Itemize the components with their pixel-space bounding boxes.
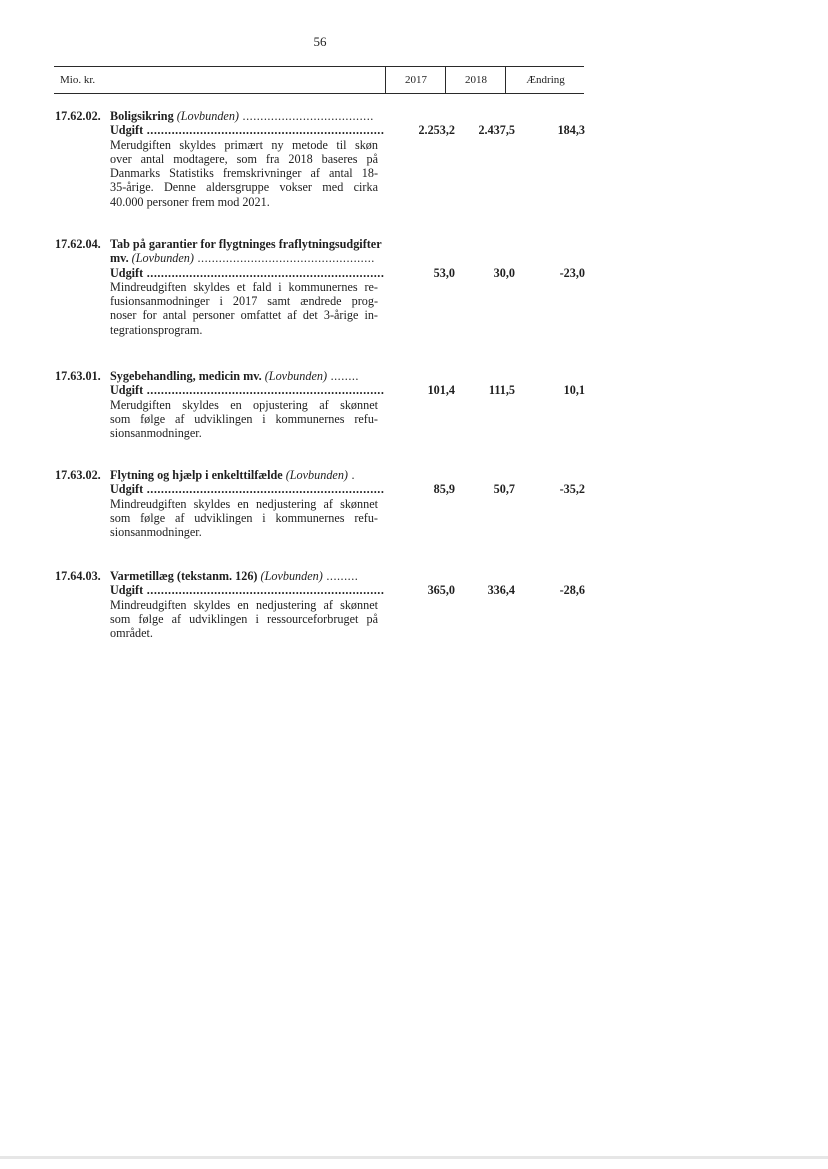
lovbunden-label: (Lovbunden): [264, 369, 328, 383]
description-line: fusionsanmodninger i 2017 samt ændrede prog-: [110, 294, 378, 309]
entry-description: [110, 398, 378, 441]
description-line: over antal modtagere, som fra 2018 baseres på: [110, 151, 378, 166]
lovbunden-label: (Lovbunden): [176, 109, 239, 123]
description-line: Merudgiften skyldes primært ny metode til skøn: [110, 137, 378, 152]
value-2018: 30,0: [493, 265, 515, 280]
udgift-label: Udgift: [110, 123, 144, 138]
scan-edge: [0, 1156, 828, 1159]
udgift-line: [55, 266, 595, 280]
lovbunden-label: (Lovbunden): [285, 468, 348, 482]
value-2017: 53,0: [433, 265, 455, 280]
description-line: sionsanmodninger.: [110, 426, 202, 441]
value-change: -23,0: [559, 265, 585, 280]
value-change: -28,6: [559, 583, 585, 598]
lovbunden-label: (Lovbunden): [260, 569, 323, 583]
value-2017: 2.253,2: [418, 123, 455, 138]
udgift-label-wrap: [110, 123, 384, 137]
leader-dots: ..................................................: [193, 251, 375, 266]
entry-title: [110, 237, 382, 251]
value-2018: 50,7: [493, 482, 515, 497]
entry-title-line: [55, 369, 595, 383]
budget-entry: [55, 109, 595, 209]
leader-dots: .....................................: [239, 109, 374, 123]
entry-title-text: Varmetillæg (tekstanm. 126): [110, 569, 258, 583]
udgift-label-wrap: [110, 266, 384, 280]
description-line: Mindreudgiften skyldes et fald i kommunernes re-: [110, 279, 378, 294]
leader-dots: ...................................................................: [143, 583, 385, 598]
udgift-line: [55, 583, 595, 597]
entry-title: [110, 468, 355, 482]
entry-title-text: Sygebehandling, medicin mv.: [110, 369, 262, 383]
description-line: Merudgiften skyldes en opjustering af skønnet: [110, 397, 378, 412]
entry-title-text: Boligsikring: [110, 109, 174, 123]
description-line: som følge af udviklingen i ressourceforbruget på: [110, 611, 378, 626]
udgift-label-wrap: [110, 583, 384, 597]
value-2018: 336,4: [487, 583, 515, 598]
description-line: Mindreudgiften skyldes en nedjustering af skønnet: [110, 597, 378, 612]
table-header: [54, 66, 584, 94]
leader-dots: ...................................................................: [143, 482, 385, 497]
udgift-line: [55, 482, 595, 496]
value-2017: 101,4: [427, 383, 455, 398]
entry-title-line: [55, 237, 595, 251]
account-code: 17.62.04.: [55, 237, 101, 251]
column-header-2017: 2017: [385, 67, 446, 93]
entry-description: [110, 138, 378, 209]
entry-description: [110, 598, 378, 641]
leader-dots: ...................................................................: [143, 265, 385, 280]
value-2018: 2.437,5: [478, 123, 515, 138]
description-line: Mindreudgiften skyldes en nedjustering af skønnet: [110, 496, 378, 511]
udgift-label: Udgift: [110, 383, 144, 398]
description-line: noser for antal personer omfattet af det 3-årige in-: [110, 308, 378, 323]
udgift-line: [55, 383, 595, 397]
entry-title: [110, 109, 374, 123]
value-change: -35,2: [559, 482, 585, 497]
budget-entry: [55, 237, 595, 337]
entry-title-text-2: mv.: [110, 251, 129, 266]
entry-title-continued: [110, 251, 375, 265]
udgift-label-wrap: [110, 383, 384, 397]
value-change: 10,1: [563, 383, 585, 398]
description-line: som følge af udviklingen i kommunernes refu-: [110, 510, 378, 525]
leader-dots: ...................................................................: [143, 123, 385, 138]
description-line: Danmarks Statistiks fremskrivninger af antal 18-: [110, 166, 378, 181]
value-2017: 365,0: [427, 583, 455, 598]
entry-title-line-2: [55, 251, 595, 265]
value-change: 184,3: [557, 123, 585, 138]
entry-title-text: Tab på garantier for flygtninges fraflytningsudgifter: [110, 237, 382, 251]
leader-dots: ........: [327, 369, 359, 383]
udgift-label: Udgift: [110, 583, 144, 598]
entry-title: [110, 369, 359, 383]
budget-entry: [55, 369, 595, 441]
description-line: 35-årige. Denne aldersgruppe vokser med cirka: [110, 180, 378, 195]
entry-title-line: [55, 569, 595, 583]
value-2017: 85,9: [433, 482, 455, 497]
entry-title-line: [55, 109, 595, 123]
description-line: sionsanmodninger.: [110, 525, 202, 540]
description-line: 40.000 personer frem mod 2021.: [110, 194, 270, 209]
budget-entry: [55, 569, 595, 641]
entry-description: [110, 497, 378, 540]
udgift-line: [55, 123, 595, 137]
entry-title-text: Flytning og hjælp i enkelttilfælde: [110, 468, 283, 482]
udgift-label: Udgift: [110, 482, 144, 497]
description-line: tegrationsprogram.: [110, 322, 203, 337]
account-code: 17.63.01.: [55, 369, 101, 383]
column-header-change: Ændring: [505, 67, 585, 93]
lovbunden-label: (Lovbunden): [131, 251, 194, 266]
account-code: 17.62.02.: [55, 109, 101, 123]
leader-dots: .........: [322, 569, 359, 583]
unit-label: Mio. kr.: [60, 74, 96, 86]
value-2018: 111,5: [488, 383, 515, 398]
leader-dots: ...................................................................: [143, 383, 385, 398]
leader-dots: .: [348, 468, 356, 482]
entry-title: [110, 569, 358, 583]
entry-description: [110, 280, 378, 337]
budget-entry: [55, 468, 595, 540]
account-code: 17.63.02.: [55, 468, 101, 482]
udgift-label: Udgift: [110, 265, 144, 280]
entry-title-line: [55, 468, 595, 482]
description-line: området.: [110, 626, 153, 641]
udgift-label-wrap: [110, 482, 384, 496]
column-header-2018: 2018: [445, 67, 506, 93]
description-line: som følge af udviklingen i kommunernes refu-: [110, 411, 378, 426]
account-code: 17.64.03.: [55, 569, 101, 583]
page-number: 56: [313, 34, 327, 49]
